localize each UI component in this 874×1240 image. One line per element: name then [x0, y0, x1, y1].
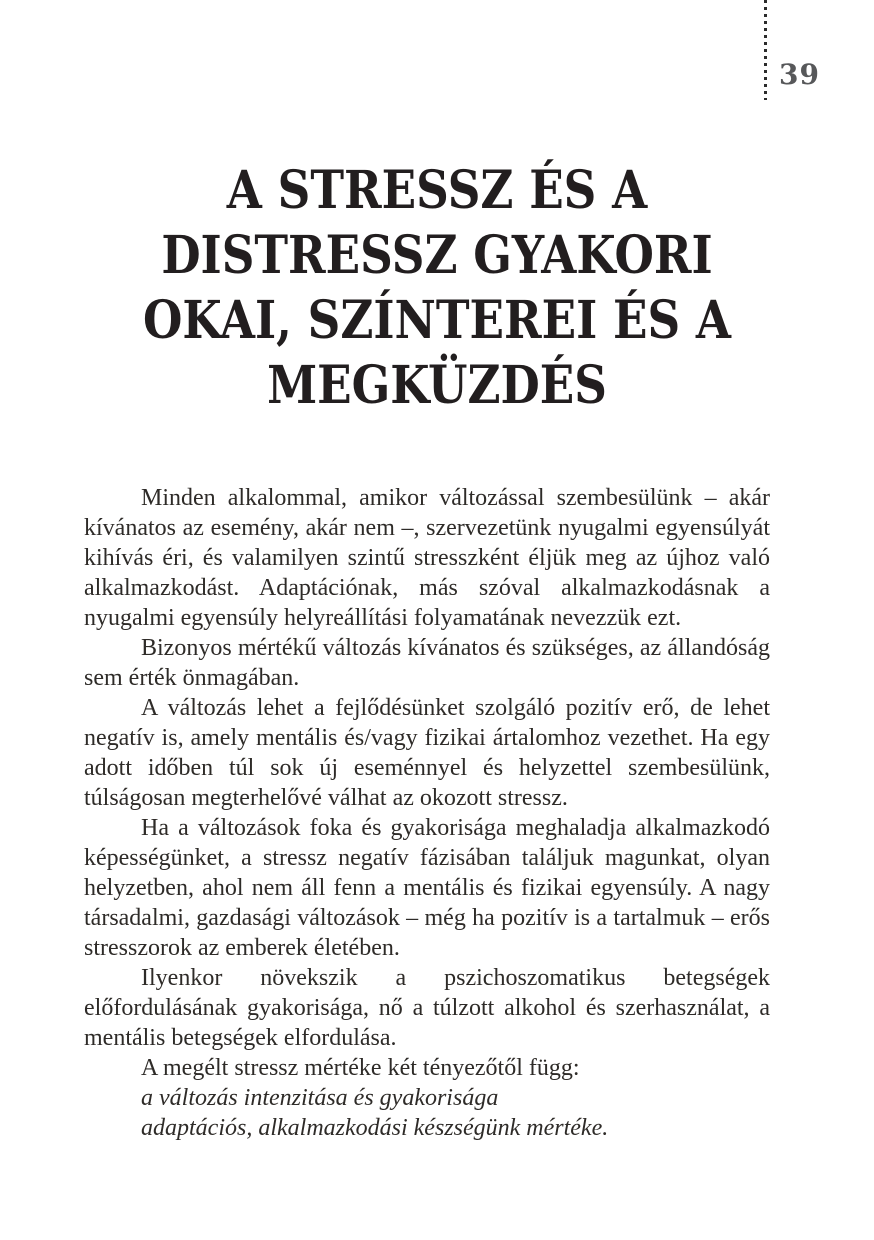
- emphasis-line-1: a változás intenzitása és gyakorisága: [141, 1085, 499, 1111]
- paragraph-6: A megélt stressz mértéke két tényezőtől függ:: [141, 1055, 580, 1081]
- chapter-title-line-2: DISTRESSZ GYAKORI: [161, 225, 713, 286]
- emphasis-line-2: adaptációs, alkalmazkodási készségünk mértéke.: [141, 1115, 609, 1141]
- paragraph-1: Minden alkalommal, amikor változással szembesülünk – akár kívánatos az esemény, akár nem –, szervezetünk nyugalmi egyensúlyát kihívás éri, és valamilyen szintű stresszként éljük meg az újhoz való alkalmazkodást. Adaptációnak, más szóval alkalmazkodásnak a nyugalmi egyensúly helyreállítási folyamatának nevezzük ezt.: [84, 485, 770, 631]
- chapter-title-line-3: OKAI, SZÍNTEREI ÉS A: [142, 290, 732, 351]
- dotted-corner-mark: [764, 0, 767, 100]
- chapter-title-line-1: A STRESSZ ÉS A: [226, 160, 648, 221]
- chapter-title-line-4: MEGKÜZDÉS: [267, 355, 607, 416]
- paragraph-3: A változás lehet a fejlődésünket szolgáló pozitív erő, de lehet negatív is, amely mentális és/vagy fizikai ártalomhoz vezethet. Ha egy adott időben túl sok új eseménnyel és helyzettel szembesülünk, túlságosan megterhelővé válhat az okozott stressz.: [84, 695, 770, 811]
- paragraph-4: Ha a változások foka és gyakorisága meghaladja alkalmazkodó képességünket, a stressz negatív fázisában találjuk magunkat, olyan helyzetben, ahol nem áll fenn a mentális és fizikai egyensúly. A nagy társadalmi, gazdasági változások – még ha pozitív is a tartalmuk – erős stresszorok az emberek életében.: [84, 815, 770, 961]
- chapter-title: [57, 158, 817, 418]
- body-text: [84, 483, 770, 1143]
- page-number: 39: [779, 58, 820, 91]
- paragraph-2: Bizonyos mértékű változás kívánatos és szükséges, az állandóság sem érték önmagában.: [84, 635, 770, 691]
- paragraph-5: Ilyenkor növekszik a pszichoszomatikus betegségek előfordulásának gyakorisága, nő a túlzott alkohol és szerhasználat, a mentális betegségek elfordulása.: [84, 965, 770, 1051]
